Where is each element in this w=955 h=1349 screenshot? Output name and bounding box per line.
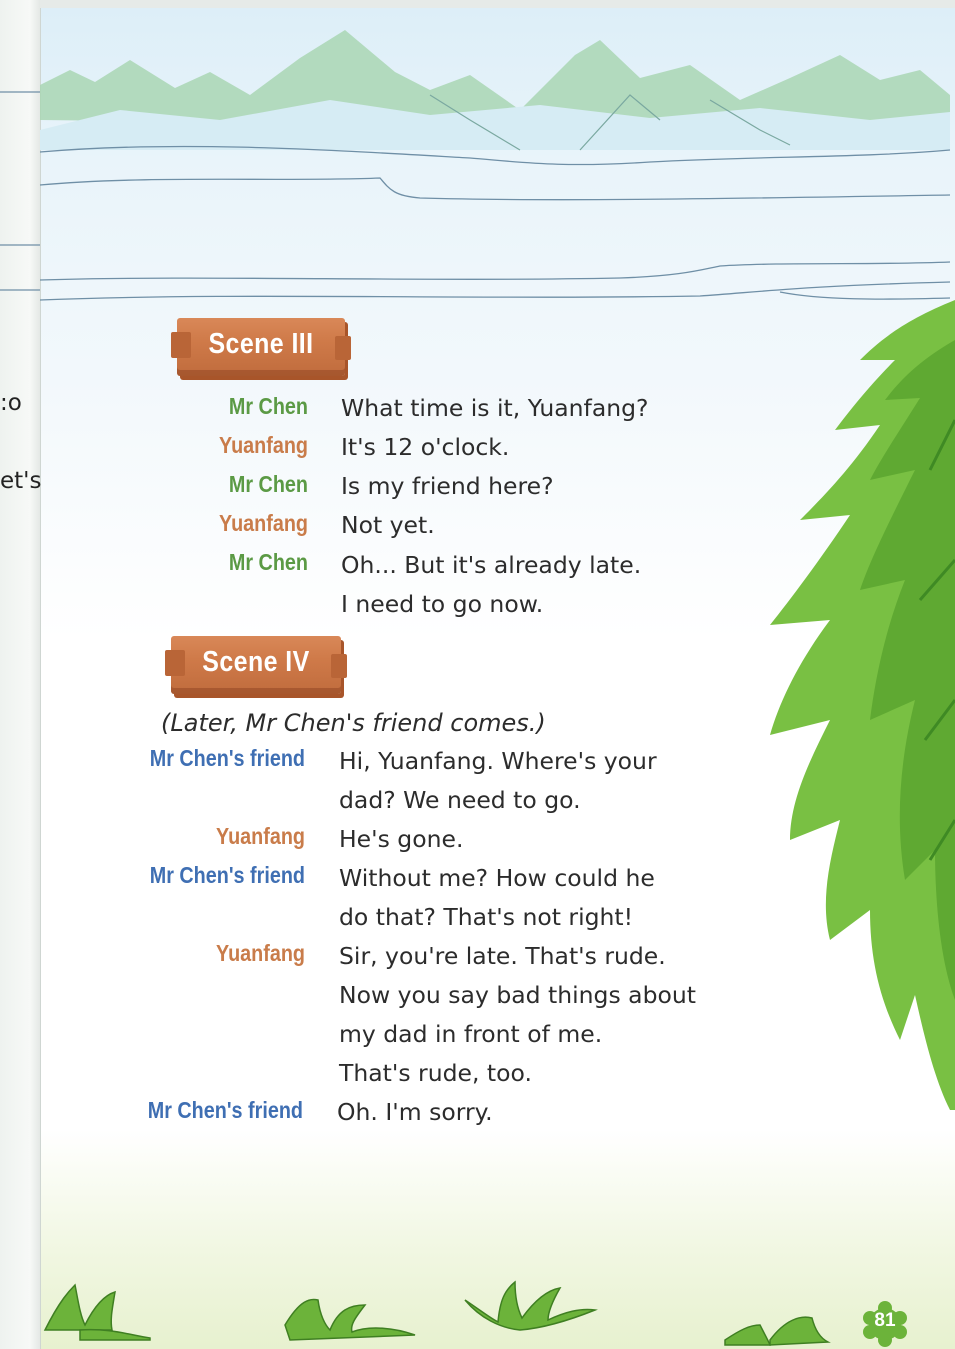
scene-3-sign <box>177 318 345 376</box>
grass-illustration <box>45 1282 828 1345</box>
dialogue-line: Sir, you're late. That's rude. <box>339 942 666 970</box>
stage-direction: (Later, Mr Chen's friend comes.) <box>161 709 546 737</box>
speaker-mr-chens-friend: Mr Chen's friend <box>149 745 305 771</box>
tree-leaves-illustration <box>770 300 955 1110</box>
dialogue-line: my dad in front of me. <box>339 1020 603 1048</box>
dialogue-line: Hi, Yuanfang. Where's your <box>339 747 657 775</box>
dialogue-line: Oh. I'm sorry. <box>337 1098 493 1126</box>
speaker-mr-chen: Mr Chen <box>228 471 308 497</box>
dialogue-line: He's gone. <box>339 825 464 853</box>
speaker-yuanfang: Yuanfang <box>218 510 308 536</box>
scene-3-title: Scene III <box>208 328 314 360</box>
speaker-mr-chens-friend: Mr Chen's friend <box>147 1097 303 1123</box>
speaker-yuanfang: Yuanfang <box>218 432 308 458</box>
dialogue-line: I need to go now. <box>341 590 544 618</box>
scene-4-sign <box>171 636 341 694</box>
dialogue-line: That's rude, too. <box>339 1059 532 1087</box>
previous-page-text-fragment: et's <box>0 468 42 494</box>
mountains-illustration <box>40 30 950 150</box>
page-number: 81 <box>874 1310 896 1331</box>
speaker-yuanfang: Yuanfang <box>215 940 305 966</box>
dialogue-line: Without me? How could he <box>339 864 655 892</box>
speaker-mr-chens-friend: Mr Chen's friend <box>149 862 305 888</box>
dialogue-line: It's 12 o'clock. <box>341 433 510 461</box>
speaker-mr-chen: Mr Chen <box>228 549 308 575</box>
dialogue-line: Now you say bad things about <box>339 981 696 1009</box>
dialogue-line: do that? That's not right! <box>339 903 634 931</box>
dialogue-line: Is my friend here? <box>341 472 554 500</box>
previous-page-text-fragment: :o <box>0 390 22 416</box>
dialogue-line: Not yet. <box>341 511 435 539</box>
dialogue-line: Oh... But it's already late. <box>341 551 642 579</box>
dialogue-line: What time is it, Yuanfang? <box>341 394 649 422</box>
speaker-yuanfang: Yuanfang <box>215 823 305 849</box>
speaker-mr-chen: Mr Chen <box>228 393 308 419</box>
scene-4-title: Scene IV <box>202 646 310 678</box>
dialogue-line: dad? We need to go. <box>339 786 581 814</box>
